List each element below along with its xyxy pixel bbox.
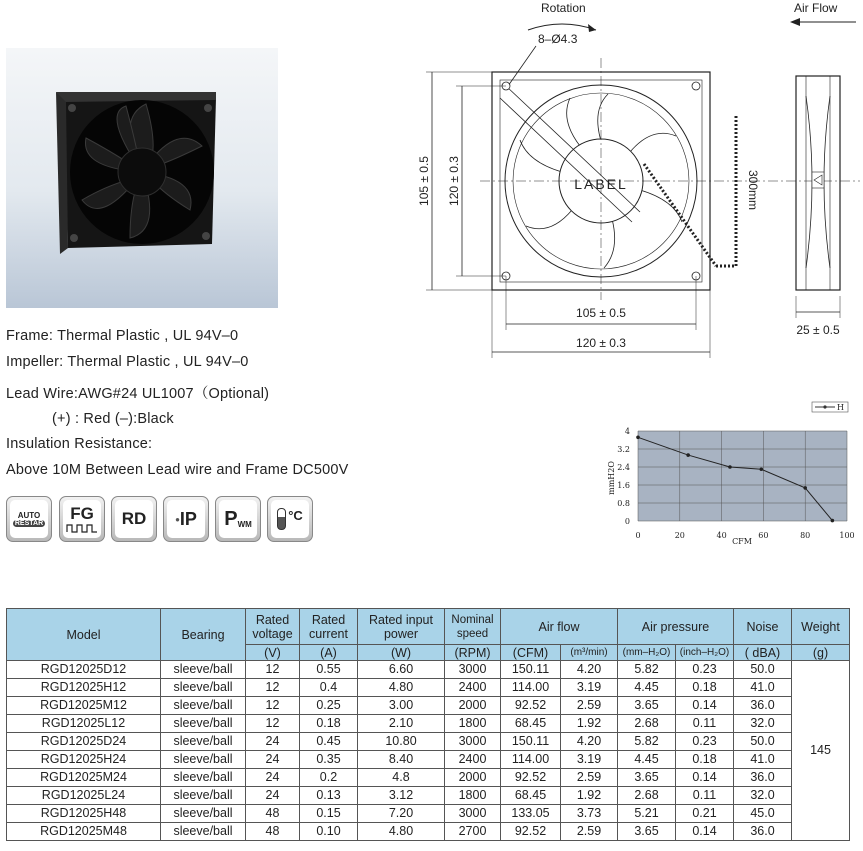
- pwm-text: P: [224, 507, 238, 530]
- x-tick-label: 0: [635, 531, 641, 540]
- table-cell: 24: [246, 787, 300, 805]
- table-cell: 0.4: [300, 679, 358, 697]
- header-bearing: Bearing: [161, 609, 246, 661]
- data-point: [760, 467, 764, 471]
- data-point: [686, 453, 690, 457]
- table-cell: 3.73: [561, 805, 618, 823]
- table-cell: 32.0: [734, 787, 792, 805]
- table-cell: 1800: [445, 715, 501, 733]
- data-point: [803, 486, 807, 490]
- table-cell: 92.52: [501, 823, 561, 841]
- y-tick-label: 2.4: [617, 463, 630, 472]
- table-cell: 36.0: [734, 823, 792, 841]
- table-cell: 0.14: [676, 823, 734, 841]
- table-cell: sleeve/ball: [161, 769, 246, 787]
- table-cell: 2.59: [561, 769, 618, 787]
- table-cell: sleeve/ball: [161, 751, 246, 769]
- table-cell: 3.65: [618, 823, 676, 841]
- table-cell: 0.23: [676, 661, 734, 679]
- y-tick-label: 0.8: [617, 499, 630, 508]
- table-cell: 2.68: [618, 715, 676, 733]
- table-cell: 0.25: [300, 697, 358, 715]
- table-cell: 3000: [445, 733, 501, 751]
- table-cell: RGD12025M24: [7, 769, 161, 787]
- dim-depth: 25 ± 0.5: [796, 323, 840, 337]
- header-weight: Weight: [792, 609, 850, 645]
- table-cell: 92.52: [501, 697, 561, 715]
- table-cell: 3.19: [561, 679, 618, 697]
- table-cell: 48: [246, 805, 300, 823]
- table-cell: 41.0: [734, 751, 792, 769]
- table-cell: 45.0: [734, 805, 792, 823]
- polarity-spec: (+) : Red (–):Black: [52, 411, 174, 427]
- table-cell: 12: [246, 697, 300, 715]
- fan-photo: [6, 48, 278, 308]
- dim-105-vertical: 105 ± 0.5: [417, 156, 431, 206]
- table-cell: 2.59: [561, 823, 618, 841]
- lead-length: 300mm: [746, 169, 760, 211]
- pwm-icon: [215, 496, 261, 542]
- legend-label: H: [837, 403, 844, 412]
- table-cell: 48: [246, 823, 300, 841]
- header-pressure: Air pressure: [618, 609, 734, 645]
- table-cell: 2000: [445, 697, 501, 715]
- table-cell: 4.20: [561, 661, 618, 679]
- unit-current: (A): [300, 645, 358, 661]
- table-cell: 1800: [445, 787, 501, 805]
- table-cell: 0.55: [300, 661, 358, 679]
- unit-cfm: (CFM): [501, 645, 561, 661]
- table-cell: 0.45: [300, 733, 358, 751]
- table-cell: 3.12: [358, 787, 445, 805]
- x-tick-label: 60: [758, 531, 769, 540]
- ip-icon: ● IP: [163, 496, 209, 542]
- table-cell: 4.80: [358, 679, 445, 697]
- table-cell: RGD12025D12: [7, 661, 161, 679]
- chart-xlabel: CFM: [732, 537, 752, 546]
- table-cell: RGD12025L24: [7, 787, 161, 805]
- temperature-icon: [267, 496, 313, 542]
- table-cell: 4.45: [618, 679, 676, 697]
- table-cell: 3.00: [358, 697, 445, 715]
- unit-inchh2o: (inch–H₂O): [676, 645, 734, 661]
- chart-ylabel: mmH2O: [607, 461, 616, 495]
- x-tick-label: 100: [839, 531, 855, 540]
- weight-cell: 145: [792, 661, 850, 841]
- table-cell: 2.59: [561, 697, 618, 715]
- table-cell: 0.10: [300, 823, 358, 841]
- table-cell: 2700: [445, 823, 501, 841]
- fan-image: [6, 48, 278, 308]
- y-tick-label: 3.2: [617, 445, 630, 454]
- table-cell: 3000: [445, 661, 501, 679]
- unit-power: (W): [358, 645, 445, 661]
- table-cell: 114.00: [501, 751, 561, 769]
- auto-restart-icon: [6, 496, 52, 542]
- table-cell: 24: [246, 751, 300, 769]
- y-tick-label: 0: [624, 517, 630, 526]
- dim-120-horizontal: 120 ± 0.3: [576, 336, 626, 350]
- rotation-label: Rotation: [541, 1, 586, 15]
- table-cell: 4.20: [561, 733, 618, 751]
- table-cell: 41.0: [734, 679, 792, 697]
- table-cell: sleeve/ball: [161, 823, 246, 841]
- lead-wire-spec: Lead Wire:AWG#24 UL1007（Optional): [6, 386, 270, 402]
- celsius-text: °C: [288, 507, 303, 523]
- table-cell: 92.52: [501, 769, 561, 787]
- table-cell: 5.21: [618, 805, 676, 823]
- table-cell: 1.92: [561, 787, 618, 805]
- table-cell: sleeve/ball: [161, 715, 246, 733]
- table-cell: 24: [246, 733, 300, 751]
- table-cell: RGD12025H12: [7, 679, 161, 697]
- table-row: [7, 733, 850, 751]
- table-cell: RGD12025H24: [7, 751, 161, 769]
- rd-text: RD: [121, 509, 147, 528]
- table-cell: RGD12025M12: [7, 697, 161, 715]
- table-cell: 2.68: [618, 787, 676, 805]
- table-cell: sleeve/ball: [161, 805, 246, 823]
- table-row: [7, 787, 850, 805]
- unit-mmh2o: (mm–H₂O): [618, 645, 676, 661]
- table-cell: 7.20: [358, 805, 445, 823]
- table-cell: sleeve/ball: [161, 733, 246, 751]
- table-row: [7, 805, 850, 823]
- airflow-label: Air Flow: [794, 1, 838, 15]
- table-cell: 0.18: [300, 715, 358, 733]
- table-cell: 4.80: [358, 823, 445, 841]
- unit-speed: (RPM): [445, 645, 501, 661]
- y-tick-label: 4: [624, 427, 630, 436]
- table-cell: 0.35: [300, 751, 358, 769]
- table-cell: RGD12025D24: [7, 733, 161, 751]
- table-cell: 3.65: [618, 697, 676, 715]
- frame-spec: Frame: Thermal Plastic , UL 94V–0: [6, 328, 239, 344]
- x-tick-label: 80: [800, 531, 811, 540]
- table-row: [7, 679, 850, 697]
- table-cell: 3.19: [561, 751, 618, 769]
- x-tick-label: 20: [674, 531, 685, 540]
- table-cell: 0.18: [676, 751, 734, 769]
- x-tick-label: 40: [716, 531, 727, 540]
- header-power: Rated input power: [358, 609, 445, 645]
- table-cell: sleeve/ball: [161, 787, 246, 805]
- table-cell: 12: [246, 679, 300, 697]
- table-cell: 2000: [445, 769, 501, 787]
- table-cell: 4.45: [618, 751, 676, 769]
- fg-text: FG: [70, 504, 94, 523]
- data-point: [728, 465, 732, 469]
- table-cell: 0.18: [676, 679, 734, 697]
- unit-noise: ( dBA): [734, 645, 792, 661]
- table-cell: 114.00: [501, 679, 561, 697]
- table-cell: 1.92: [561, 715, 618, 733]
- dimension-drawing: [400, 0, 863, 360]
- spec-table: [6, 608, 850, 841]
- table-cell: sleeve/ball: [161, 679, 246, 697]
- unit-weight: (g): [792, 645, 850, 661]
- fg-icon: [59, 496, 105, 542]
- table-cell: 2400: [445, 679, 501, 697]
- table-cell: 68.45: [501, 787, 561, 805]
- header-voltage: Rated voltage: [246, 609, 300, 645]
- table-cell: 32.0: [734, 715, 792, 733]
- table-row: [7, 715, 850, 733]
- legend-marker: [823, 405, 826, 408]
- header-airflow: Air flow: [501, 609, 618, 645]
- header-noise: Noise: [734, 609, 792, 645]
- table-cell: 10.80: [358, 733, 445, 751]
- auto-text: AUTO: [17, 511, 41, 520]
- table-cell: 0.14: [676, 769, 734, 787]
- restart-text: RESTAR: [14, 520, 44, 527]
- table-cell: 4.8: [358, 769, 445, 787]
- table-cell: 0.11: [676, 715, 734, 733]
- chart-plot-area: [638, 431, 847, 521]
- data-point: [831, 519, 835, 523]
- table-cell: 36.0: [734, 769, 792, 787]
- unit-m3min: (m³/min): [561, 645, 618, 661]
- table-row: [7, 697, 850, 715]
- table-row: [7, 823, 850, 841]
- table-cell: 2400: [445, 751, 501, 769]
- table-cell: RGD12025M48: [7, 823, 161, 841]
- table-row: [7, 751, 850, 769]
- table-cell: 50.0: [734, 733, 792, 751]
- airflow-arrow-icon: [790, 18, 800, 26]
- rd-icon: [111, 496, 157, 542]
- header-current: Rated current: [300, 609, 358, 645]
- table-cell: 5.82: [618, 661, 676, 679]
- y-tick-label: 1.6: [617, 481, 630, 490]
- insulation-spec: Insulation Resistance:: [6, 436, 153, 452]
- table-cell: 0.23: [676, 733, 734, 751]
- data-point: [636, 436, 640, 440]
- table-cell: 36.0: [734, 697, 792, 715]
- table-cell: RGD12025H48: [7, 805, 161, 823]
- table-cell: 150.11: [501, 733, 561, 751]
- dim-120-vertical: 120 ± 0.3: [447, 156, 461, 206]
- unit-voltage: (V): [246, 645, 300, 661]
- holes-label: 8–Ø4.3: [538, 32, 578, 46]
- table-cell: 68.45: [501, 715, 561, 733]
- table-cell: 0.14: [676, 697, 734, 715]
- table-cell: 0.21: [676, 805, 734, 823]
- table-cell: sleeve/ball: [161, 661, 246, 679]
- table-cell: 24: [246, 769, 300, 787]
- table-cell: 0.2: [300, 769, 358, 787]
- header-model: Model: [7, 609, 161, 661]
- table-cell: 3000: [445, 805, 501, 823]
- header-speed: Nominal speed: [445, 609, 501, 645]
- table-row: [7, 769, 850, 787]
- table-cell: 0.13: [300, 787, 358, 805]
- table-cell: 12: [246, 715, 300, 733]
- table-row: [7, 661, 850, 679]
- table-cell: 0.11: [676, 787, 734, 805]
- table-cell: sleeve/ball: [161, 697, 246, 715]
- label-text: LABEL: [574, 176, 628, 192]
- table-cell: 133.05: [501, 805, 561, 823]
- table-cell: 3.65: [618, 769, 676, 787]
- table-cell: RGD12025L12: [7, 715, 161, 733]
- table-cell: 5.82: [618, 733, 676, 751]
- ip-text: IP: [179, 508, 197, 529]
- table-cell: 0.15: [300, 805, 358, 823]
- table-cell: 50.0: [734, 661, 792, 679]
- dim-105-horizontal: 105 ± 0.5: [576, 306, 626, 320]
- table-cell: 12: [246, 661, 300, 679]
- table-cell: 8.40: [358, 751, 445, 769]
- pwm-sub: WM: [237, 519, 252, 529]
- insulation-value: Above 10M Between Lead wire and Frame DC500V: [6, 462, 349, 478]
- table-cell: 6.60: [358, 661, 445, 679]
- impeller-spec: Impeller: Thermal Plastic , UL 94V–0: [6, 354, 249, 370]
- performance-chart: [600, 396, 863, 550]
- table-cell: 2.10: [358, 715, 445, 733]
- table-cell: 150.11: [501, 661, 561, 679]
